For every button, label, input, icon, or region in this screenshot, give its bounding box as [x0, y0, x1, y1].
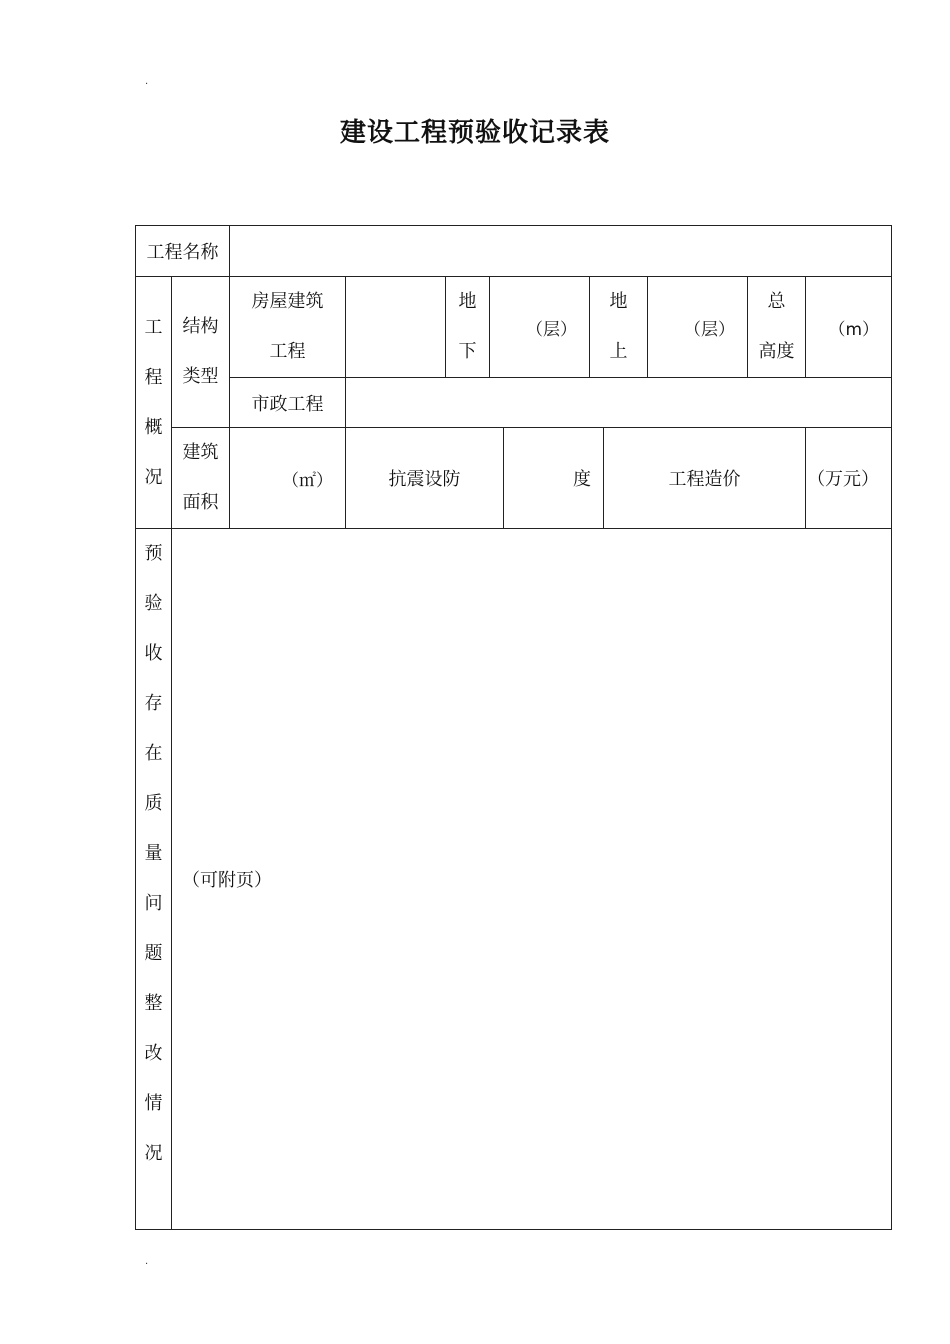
total-height-line: 高度	[758, 341, 795, 362]
issues-char: 质	[144, 793, 163, 814]
document-title: 建设工程预验收记录表	[339, 118, 610, 148]
issues-char: 况	[144, 1143, 163, 1164]
structure-type-line: 结构	[182, 316, 219, 337]
top-page-mark: .	[145, 76, 149, 87]
issues-char: 问	[144, 893, 163, 914]
underground-char: 地	[458, 291, 477, 312]
cost-unit: （万元）	[807, 469, 880, 490]
building-area-line: 建筑	[182, 442, 219, 463]
issues-char: 验	[144, 593, 163, 614]
issues-char: 整	[144, 993, 163, 1014]
cost-label: 工程造价	[604, 428, 806, 529]
aboveground-label	[590, 277, 648, 378]
area-unit: （㎡）	[282, 470, 333, 491]
aboveground-char: 地	[609, 291, 628, 312]
issues-char: 改	[144, 1043, 163, 1064]
seismic-unit: 度	[573, 469, 591, 490]
bottom-page-mark: .	[145, 1256, 149, 1267]
issues-label	[136, 529, 172, 1230]
issues-char: 题	[144, 943, 163, 964]
overview-char: 概	[144, 416, 163, 438]
overview-char: 程	[144, 366, 163, 388]
underground-unit: （层）	[526, 319, 577, 340]
building-works-label	[230, 277, 346, 378]
total-height-label	[748, 277, 806, 378]
issues-char: 量	[144, 843, 163, 864]
underground-floors-field[interactable]	[490, 277, 590, 378]
issues-char: 情	[144, 1093, 163, 1114]
overview-label	[136, 277, 172, 529]
structure-type-line: 类型	[182, 366, 219, 387]
building-area-line: 面积	[182, 492, 219, 513]
municipal-works-label: 市政工程	[230, 378, 346, 428]
total-height-line: 总	[767, 291, 786, 312]
attach-note: （可附页）	[182, 870, 272, 891]
structure-type-label	[172, 277, 230, 428]
aboveground-unit: （层）	[684, 319, 735, 340]
building-works-line: 房屋建筑	[251, 291, 324, 312]
issues-char: 存	[144, 693, 163, 714]
building-works-field[interactable]	[346, 277, 446, 378]
aboveground-char: 上	[609, 341, 628, 362]
issues-field[interactable]	[172, 529, 892, 1230]
underground-char: 下	[458, 341, 477, 362]
total-height-field[interactable]	[806, 277, 892, 378]
issues-char: 收	[144, 643, 163, 664]
aboveground-floors-field[interactable]	[648, 277, 748, 378]
overview-char: 况	[144, 466, 163, 488]
issues-char: 在	[144, 743, 163, 764]
building-works-line: 工程	[269, 341, 306, 362]
seismic-label: 抗震设防	[346, 428, 504, 529]
issues-char: 预	[144, 543, 163, 564]
underground-label	[446, 277, 490, 378]
project-name-field[interactable]	[230, 226, 892, 277]
building-area-field[interactable]	[230, 428, 346, 529]
height-unit: （m）	[828, 319, 880, 340]
cost-field[interactable]	[806, 428, 892, 529]
municipal-works-field[interactable]	[346, 378, 892, 428]
building-area-label	[172, 428, 230, 529]
overview-char: 工	[144, 316, 163, 338]
seismic-field[interactable]	[504, 428, 604, 529]
acceptance-record-table	[135, 225, 892, 1230]
project-name-label: 工程名称	[136, 226, 230, 277]
